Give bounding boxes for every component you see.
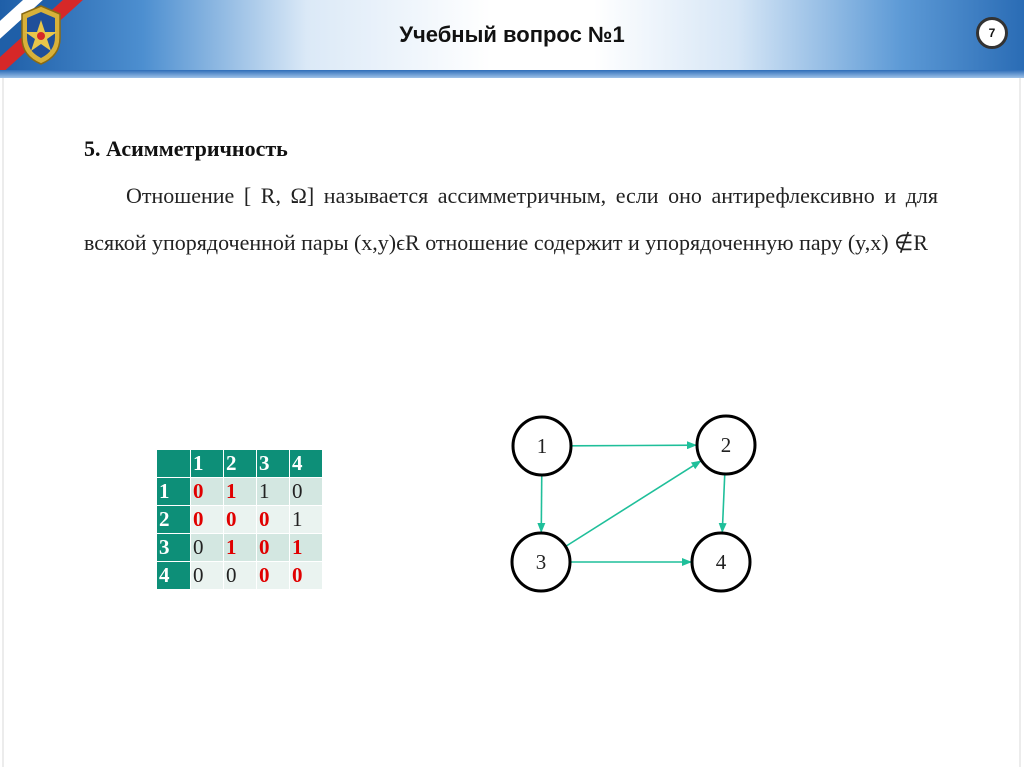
matrix-row (157, 562, 323, 590)
matrix-cell: 0 (257, 562, 290, 590)
matrix-cell: 0 (191, 478, 224, 506)
matrix-cell: 0 (224, 506, 257, 534)
matrix-cell: 1 (224, 478, 257, 506)
graph-edge-3-2 (566, 461, 701, 546)
matrix-row-header: 4 (157, 562, 191, 590)
matrix-column-header: 3 (257, 450, 290, 478)
graph-node-1 (513, 417, 571, 475)
graph-node-label: 4 (715, 550, 727, 574)
page-number-badge: 7 (976, 17, 1008, 49)
matrix-row-header: 2 (157, 506, 191, 534)
graph-node-label: 1 (536, 434, 548, 458)
frame-right-border (1019, 78, 1021, 767)
matrix-cell: 1 (290, 506, 323, 534)
matrix-column-header: 1 (191, 450, 224, 478)
matrix-cell: 0 (191, 562, 224, 590)
graph-node-label: 3 (535, 550, 547, 574)
graph-node-4 (692, 533, 750, 591)
matrix-corner (157, 450, 191, 478)
header-bar (0, 0, 1024, 78)
matrix-cell: 0 (257, 506, 290, 534)
matrix-cell: 0 (290, 478, 323, 506)
frame-left-border (2, 78, 4, 767)
matrix-cell: 1 (257, 478, 290, 506)
adjacency-matrix (156, 449, 323, 590)
graph-edge-2-4 (722, 474, 724, 532)
section-heading: 5. Асимметричность (84, 136, 288, 161)
header-underline (0, 70, 1024, 78)
matrix-row (157, 506, 323, 534)
matrix-column-header: 4 (290, 450, 323, 478)
matrix-row (157, 534, 323, 562)
matrix-cell: 0 (191, 534, 224, 562)
matrix-cell: 0 (290, 562, 323, 590)
matrix-cell: 0 (224, 562, 257, 590)
matrix-cell: 1 (224, 534, 257, 562)
directed-graph (500, 400, 770, 605)
definition-paragraph: Отношение [ R, Ω] называется ассимметричным, если оно антирефлексивно и для всякой упорядоченной пары (x,y)ϵR отношение содержит и упорядоченную пару (y,x) ∉R (84, 183, 938, 255)
matrix-row-header: 3 (157, 534, 191, 562)
matrix-row (157, 478, 323, 506)
slide-title: Учебный вопрос №1 (399, 22, 625, 47)
matrix-cell: 1 (290, 534, 323, 562)
matrix-cell: 0 (191, 506, 224, 534)
matrix-cell: 0 (257, 534, 290, 562)
graph-node-label: 2 (720, 433, 732, 457)
graph-node-3 (512, 533, 570, 591)
matrix-column-header: 2 (224, 450, 257, 478)
graph-edge-1-2 (571, 445, 696, 446)
graph-node-2 (697, 416, 755, 474)
matrix-row-header: 1 (157, 478, 191, 506)
